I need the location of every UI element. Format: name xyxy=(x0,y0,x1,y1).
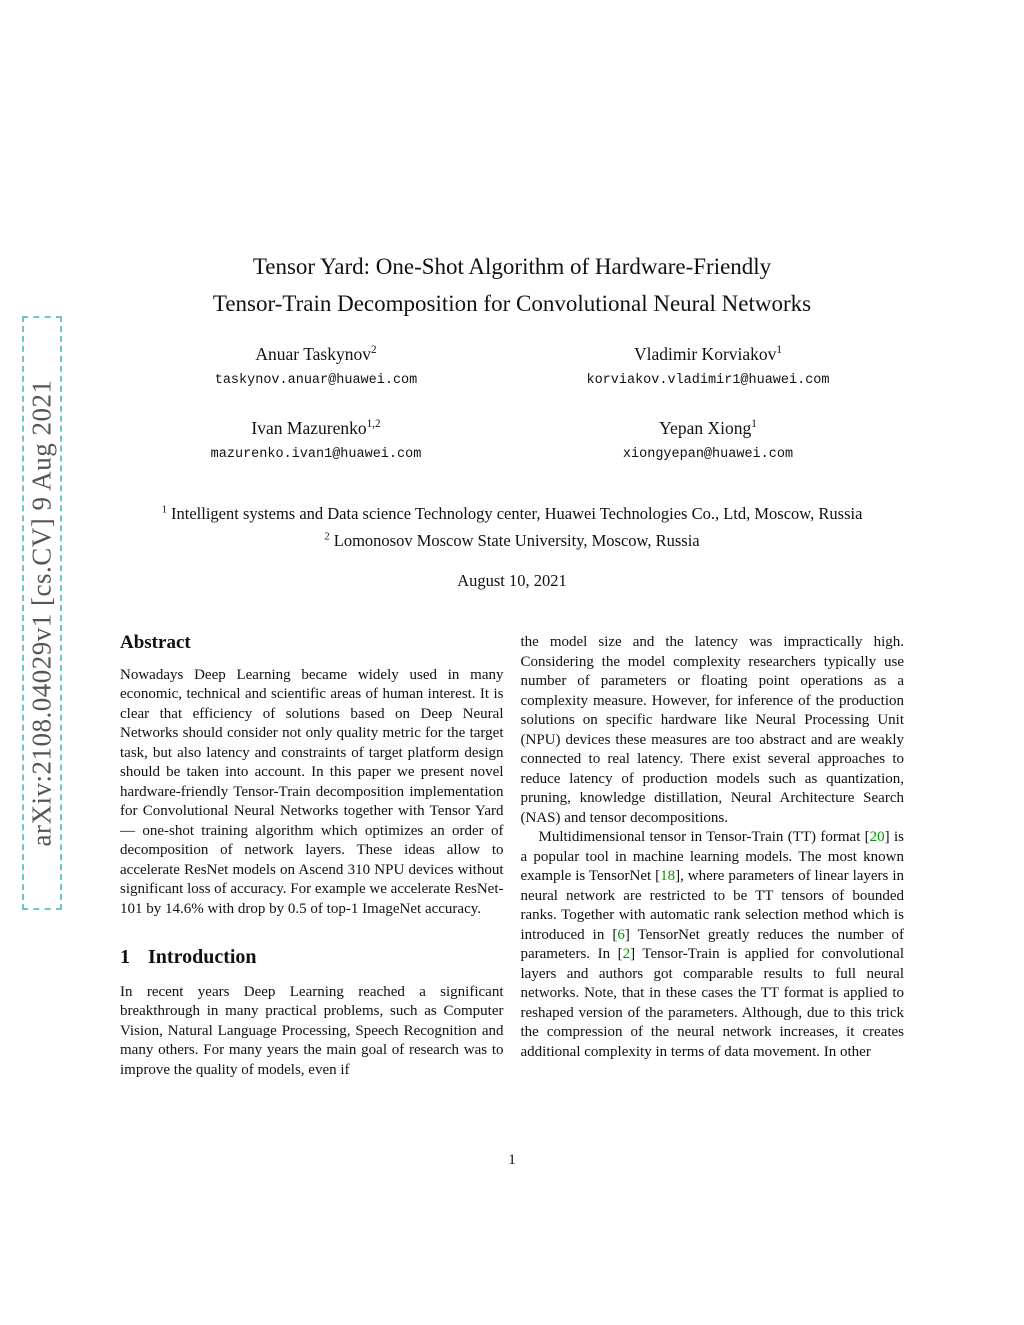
right-column xyxy=(521,633,905,1080)
author-name xyxy=(120,344,512,365)
paper-title xyxy=(120,248,904,322)
citation-18[interactable]: 18 xyxy=(660,868,676,884)
author-email: korviakov.vladimir1@huawei.com xyxy=(586,373,830,388)
abstract-heading: Abstract xyxy=(120,632,191,653)
text-segment: ] TensorNet greatly reduces the number of parameters. In [ xyxy=(520,926,904,962)
author-name xyxy=(512,418,904,439)
authors-block xyxy=(120,344,904,462)
citation-2[interactable]: 2 xyxy=(622,946,631,962)
text-segment: ], where parameters of linear layers in neural network are restricted to be TT tensors of bounded ranks. Together with automatic rank selection method which is introduced in [ xyxy=(520,868,904,943)
submission-date: August 10, 2021 xyxy=(457,571,567,590)
author-name-text: Anuar Taskynov xyxy=(255,344,371,364)
author-name-text: Ivan Mazurenko xyxy=(251,418,367,438)
affiliation-text: Lomonosov Moscow State University, Moscow, Russia xyxy=(329,531,700,550)
author-block-taskynov xyxy=(120,344,512,388)
author-block-xiong xyxy=(512,418,904,462)
affiliation-superscript: 1 xyxy=(161,504,167,516)
author-superscript: 2 xyxy=(371,344,377,357)
author-name-text: Yepan Xiong xyxy=(659,418,752,438)
arxiv-watermark-text: arXiv:2108.04029v1 [cs.CV] 9 Aug 2021 xyxy=(26,379,57,847)
affiliation-line-2 xyxy=(120,527,904,554)
title-line-2: Tensor-Train Decomposition for Convolutional Neural Networks xyxy=(212,291,812,316)
author-superscript: 1 xyxy=(751,418,757,431)
author-block-korviakov xyxy=(512,344,904,388)
page-number: 1 xyxy=(508,1152,516,1168)
paper-content xyxy=(120,0,904,1080)
citation-6[interactable]: 6 xyxy=(617,926,625,943)
section-1-heading xyxy=(120,948,504,968)
author-block-mazurenko xyxy=(120,418,512,462)
section-number: 1 xyxy=(120,946,130,968)
author-name-text: Vladimir Korviakov xyxy=(634,344,777,364)
author-superscript: 1,2 xyxy=(366,418,381,431)
affiliation-superscript: 2 xyxy=(324,531,330,543)
author-name xyxy=(512,344,904,365)
col2-paragraph-2 xyxy=(521,828,905,1062)
author-email: mazurenko.ivan1@huawei.com xyxy=(210,447,422,462)
left-column xyxy=(120,633,504,1080)
intro-paragraph-1: In recent years Deep Learning reached a significant breakthrough in many practical problems, such as Computer Vision, Natural Language Processing, Speech Recognition and many others. For many years the main goal of research was to improve the quality of models, even if xyxy=(120,983,504,1078)
citation-20[interactable]: 20 xyxy=(869,829,885,845)
author-name xyxy=(120,418,512,439)
title-line-1: Tensor Yard: One-Shot Algorithm of Hardware-Friendly xyxy=(252,254,772,279)
author-superscript: 1 xyxy=(776,344,782,357)
affiliation-text: Intelligent systems and Data science Technology center, Huawei Technologies Co., Ltd, Moscow, Russia xyxy=(166,504,863,523)
author-email: xiongyepan@huawei.com xyxy=(622,447,794,462)
abstract-text: Nowadays Deep Learning became widely used in many economic, technical and scientific areas of human interest. It is clear that efficiency of solutions based on Deep Neural Networks should consider not only quality metric for the target task, but also latency and constraints of target platform design should be taken into account. In this paper we present novel hardware-friendly Tensor-Train decomposition implementation for Convolutional Neural Networks together with Tensor Yard — one-shot training algorithm which optimizes an order of decomposition of network layers. These ideas allow to accelerate ResNet models on Ascend 310 NPU devices without significant loss of accuracy. For example we accelerate ResNet-101 by 14.6% with drop by 0.5 of top-1 ImageNet accuracy. xyxy=(120,666,504,917)
affiliation-line-1 xyxy=(120,500,904,527)
text-segment: Multidimensional tensor in Tensor-Train (TT) format [ xyxy=(538,829,870,845)
text-segment: ] Tensor-Train is applied for convolutional layers and authors got comparable results to full neural networks. Note, that in these cases the TT format is applied to reshaped version of the parameters. Although, due to this trick the compression of the neural network increases, it creates additional complexity in terms of data movement. In other xyxy=(520,946,904,1060)
author-email: taskynov.anuar@huawei.com xyxy=(214,373,418,388)
affiliations-block xyxy=(120,500,904,554)
section-title: Introduction xyxy=(148,946,257,968)
col2-paragraph-1: the model size and the latency was impractically high. Considering the model complexity researchers typically use number of parameters or floating point operations as a complexity measure. However, for inference of the production solutions on specific hardware like Neural Processing Unit (NPU) devices these measures are too abstract and are weakly connected to real latency. There exist several approaches to reduce latency of production models such as quantization, pruning, knowledge distillation, Neural Architecture Search (NAS) and tensor decompositions. xyxy=(520,634,904,826)
two-column-body xyxy=(120,633,904,1080)
arxiv-watermark-box xyxy=(22,316,62,910)
text-segment: ] is a popular tool in machine learning models. The most known example is TensorNet [ xyxy=(520,829,904,884)
